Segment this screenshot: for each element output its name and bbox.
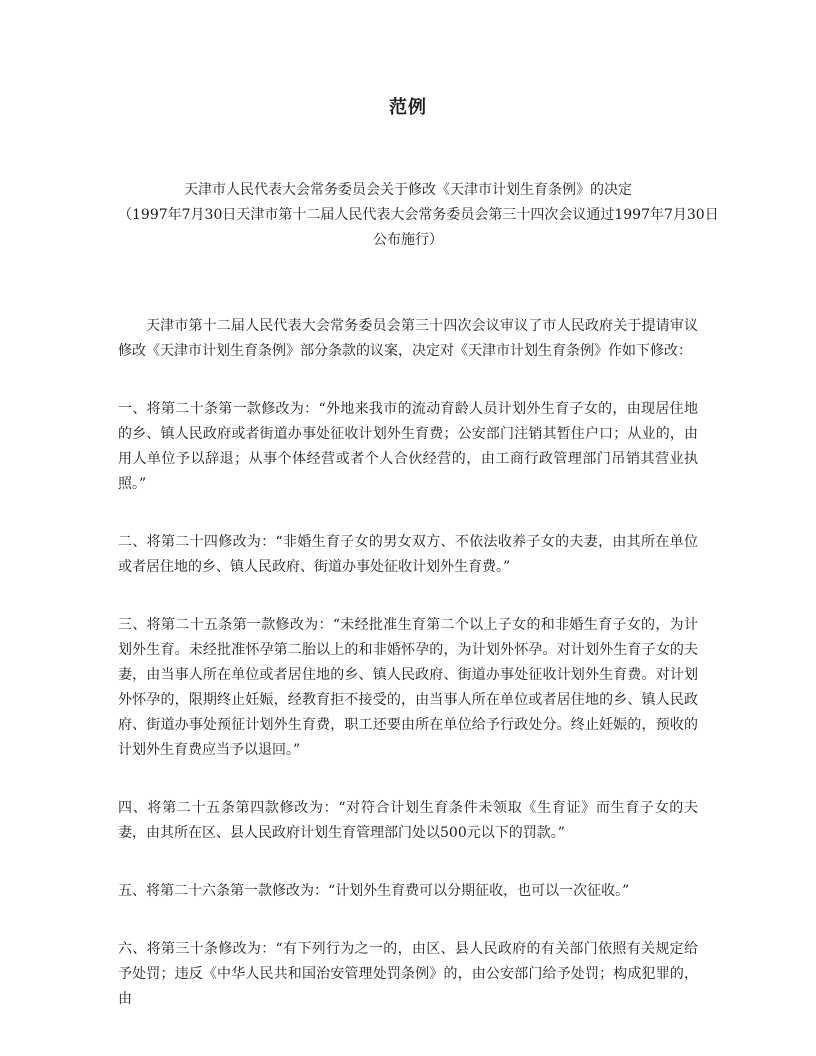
amendment-item-2: 二、将第二十四修改为：“非婚生育子女的男女双方、不依法收养子女的夫妻，由其所在单位或者居住地的乡、镇人民政府、街道办事处征收计划外生育费。” [118, 534, 698, 575]
page-title: 范例 [389, 97, 427, 118]
amendment-item-3: 三、将第二十五条第一款修改为：“未经批准生育第二个以上子女的和非婚生育子女的，为计划外生育。未经批准怀孕第二胎以上的和非婚怀孕的，为计划外怀孕。对计划外生育子女的夫妻，由当事人所在单位或者居住地的乡、镇人民政府、街道办事处征收计划外生育费。对计划外怀孕的，限期终止妊娠，经教育拒不接受的，由当事人所在单位或者居住地的乡、镇人民政府、街道办事处预征计划外生育费，职工还要由所在单位给予行政处分。终止妊娠的，预收的计划外生育费应当予以退回。” [118, 617, 698, 758]
amendment-item-6: 六、将第三十条修改为：“有下列行为之一的，由区、县人民政府的有关部门依照有关规定给予处罚；违反《中华人民共和国治安管理处罚条例》的，由公安部门给予处罚；构成犯罪的，由 [118, 941, 698, 1007]
adoption-note-line-2: 公布施行） [373, 232, 443, 248]
document-body [118, 314, 698, 1045]
amendment-item-1: 一、将第二十条第一款修改为：“外地来我市的流动育龄人员计划外生育子女的，由现居住地的乡、镇人民政府或者街道办事处征收计划外生育费；公安部门注销其暂住户口；从业的，由用人单位予以辞退；从事个体经营或者个人合伙经营的，由工商行政管理部门吊销其营业执照。” [118, 401, 698, 492]
adoption-note-line-1: （1997年7月30日天津市第十二届人民代表大会常务委员会第三十四次会议通过1997年7月30日 [118, 207, 719, 223]
amendment-item-5: 五、将第二十六条第一款修改为：“计划外生育费可以分期征收，也可以一次征收。” [118, 883, 630, 899]
decision-header [118, 178, 719, 253]
amendment-item-4: 四、将第二十五条第四款修改为：“对符合计划生育条件未领取《生育证》而生育子女的夫妻，由其所在区、县人民政府计划生育管理部门处以500元以下的罚款。” [118, 800, 698, 841]
intro-paragraph: 天津市第十二届人民代表大会常务委员会第三十四次会议审议了市人民政府关于提请审议修改《天津市计划生育条例》部分条款的议案，决定对《天津市计划生育条例》作如下修改： [118, 318, 698, 359]
decision-heading: 天津市人民代表大会常务委员会关于修改《天津市计划生育条例》的决定 [184, 182, 632, 198]
